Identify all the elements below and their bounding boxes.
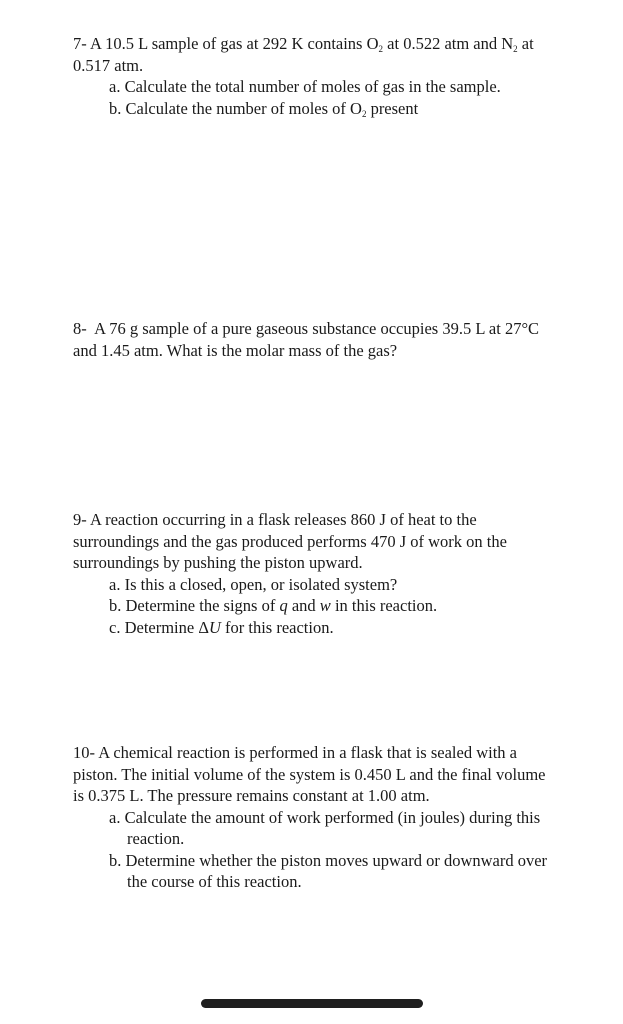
part-label: b. [109,596,122,615]
part-label: a. [109,574,121,594]
part-text: Determine whether the piston moves upward or downward over the course of this reaction. [125,850,548,891]
problem-10 [73,742,553,893]
variable-q: q [279,596,288,615]
problem-10-stem [73,742,553,807]
part-text: present [366,98,419,118]
part-text: for this reaction. [220,617,334,637]
part-label: a. [109,77,121,96]
problem-9-stem [73,509,553,574]
stem-text: at 0.517 atm. [73,34,534,75]
stem-text: at 0.522 atm and N [383,34,514,53]
problem-7-stem [73,33,553,76]
part-text: Calculate the number of moles of O [125,98,362,118]
part-label: b. [109,850,122,870]
part-label: c. [109,617,121,637]
stem-text: A reaction occurring in a flask releases 860 J of heat to the surroundings and the gas produced performs 470 J of work on the surroundings by pushing the piston upward. [73,510,507,572]
subscript: 2 [513,44,518,54]
problem-7-part-b [90,98,553,120]
problem-9-part-c [90,617,553,639]
problem-number: 7- [73,34,87,53]
part-text: Calculate the total number of moles of gas in the sample. [124,77,501,96]
problem-7-part-a [90,76,553,98]
variable-u: U [208,617,221,637]
problem-number: 9- [73,510,87,529]
problem-8 [73,318,553,361]
stem-text: A 10.5 L sample of gas at 292 K contains O [89,34,379,53]
stem-text: A 76 g sample of a pure gaseous substance occupies 39.5 L at 27°C and 1.45 atm. What is the molar mass of the gas? [73,319,540,360]
problem-7-parts [73,76,553,119]
part-text: Determine the signs of [125,596,280,615]
problem-9-parts [73,574,553,639]
part-text: Determine Δ [124,617,209,637]
part-text: and [287,596,320,615]
part-text: in this reaction. [330,596,438,615]
part-label: b. [109,98,122,118]
problem-10-part-a [90,807,553,850]
subscript: 2 [361,108,367,119]
problem-9 [73,509,553,638]
problem-number: 8- [73,319,87,338]
problem-10-part-b [90,850,553,893]
problem-8-stem [73,318,553,361]
part-text: Is this a closed, open, or isolated system? [124,574,398,594]
part-label: a. [109,807,121,827]
part-text: Calculate the amount of work performed (in joules) during this reaction. [124,807,541,848]
problem-10-parts [73,807,553,893]
home-indicator[interactable] [201,999,423,1008]
problem-9-part-b [90,595,553,617]
problem-number: 10- [73,743,95,762]
stem-text: A chemical reaction is performed in a flask that is sealed with a piston. The initial volume of the system is 0.450 L and the final volume is 0.375 L. The pressure remains constant at 1.00 atm. [73,743,546,805]
problem-9-part-a [90,574,553,596]
problem-7 [73,33,553,119]
subscript: 2 [378,44,384,54]
variable-w: w [319,596,331,615]
